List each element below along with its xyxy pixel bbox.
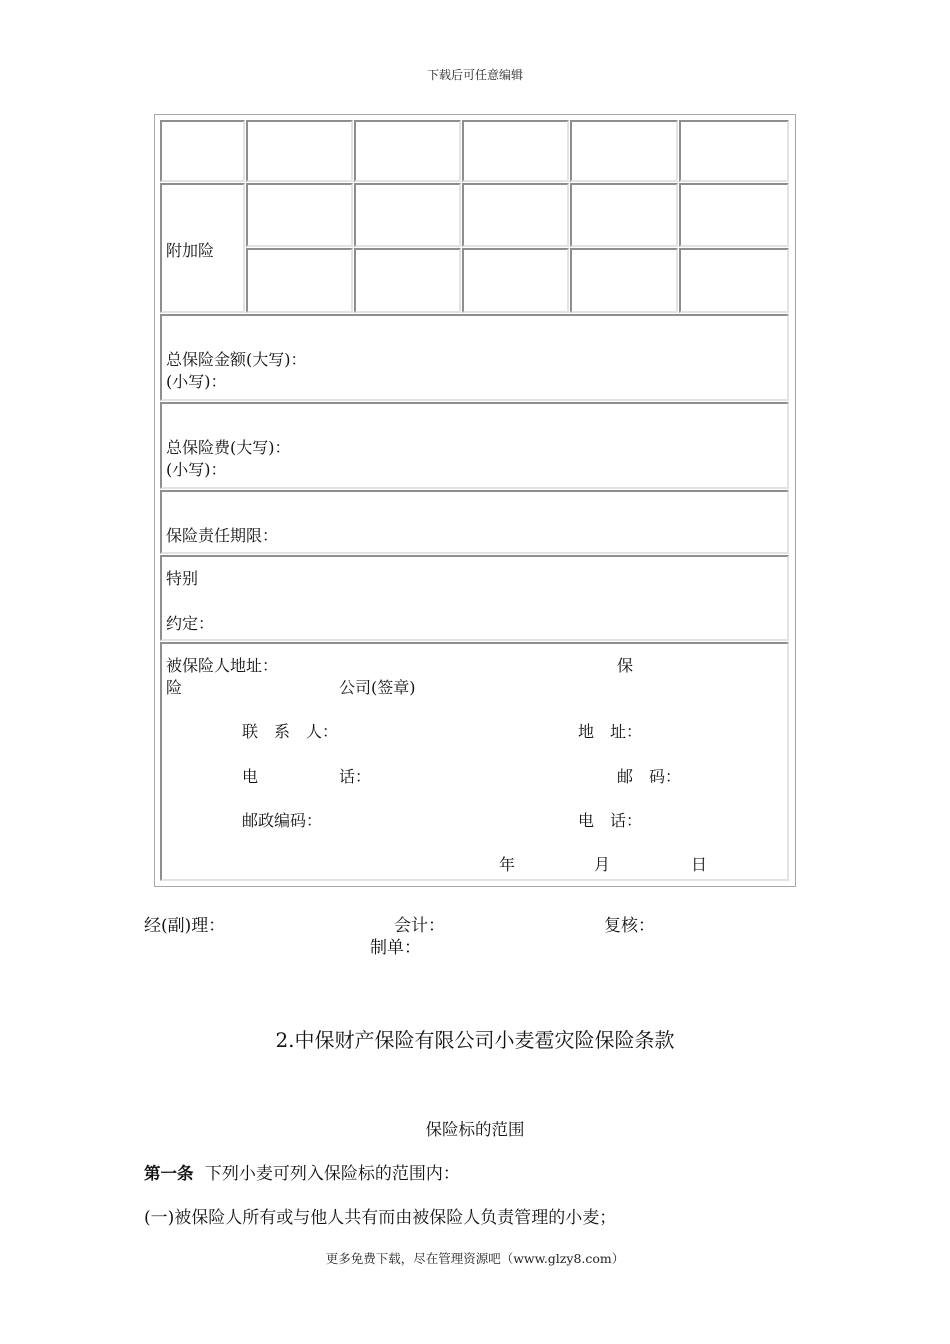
special-label-line1: 特别 — [166, 569, 199, 588]
address-label: 地 址： — [578, 722, 643, 741]
insurer-label-char1: 保 — [617, 656, 634, 675]
table-cell — [570, 120, 678, 182]
postcode-label: 邮 码： — [617, 767, 682, 786]
table-cell — [354, 183, 461, 247]
table-cell — [570, 248, 678, 313]
table-cell — [354, 248, 461, 313]
postal-code-label: 邮政编码： — [242, 811, 323, 830]
day-label: 日 — [691, 855, 708, 874]
table-cell — [679, 183, 789, 247]
total-amount-upper: 总保险金额(大写)： — [166, 350, 307, 369]
insurer-label-char2: 险 — [166, 678, 183, 697]
contact-person-label: 联 系 人： — [242, 722, 339, 741]
table-cell — [246, 120, 353, 182]
insured-address-label: 被保险人地址： — [166, 656, 279, 675]
accountant-label: 会计： — [394, 916, 445, 936]
total-premium-lower: (小写)： — [166, 460, 227, 479]
header-note: 下载后可任意编辑 — [426, 68, 523, 82]
phone-label-a: 电 — [242, 767, 259, 786]
reviewer-label: 复核： — [604, 916, 655, 936]
contact-info-cell — [160, 642, 789, 881]
table-cell — [354, 120, 461, 182]
preparer-label: 制单： — [370, 938, 421, 958]
document-title: 2.中保财产保险有限公司小麦雹灾险保险条款 — [275, 1028, 675, 1052]
table-cell — [462, 183, 569, 247]
company-seal-label: 公司(签章) — [339, 678, 416, 697]
section-title: 保险标的范围 — [425, 1120, 525, 1139]
table-cell — [679, 248, 789, 313]
article-1-label: 第一条 — [144, 1164, 194, 1183]
table-cell — [462, 248, 569, 313]
manager-label: 经(副)理： — [144, 916, 226, 936]
article-1 — [144, 1159, 460, 1184]
table-cell — [570, 183, 678, 247]
special-agreement-cell — [160, 555, 789, 641]
phone-right-label: 电 话： — [578, 811, 643, 830]
month-label: 月 — [594, 855, 611, 874]
period-label: 保险责任期限： — [166, 526, 279, 545]
year-label: 年 — [499, 855, 516, 874]
table-cell — [160, 120, 245, 182]
article-1-text: 下列小麦可列入保险标的范围内： — [204, 1164, 460, 1184]
phone-label-b: 话： — [339, 767, 372, 786]
clause-1: (一)被保险人所有或与他人共有而由被保险人负责管理的小麦； — [144, 1208, 617, 1228]
total-amount-lower: (小写)： — [166, 372, 227, 391]
table-cell — [462, 120, 569, 182]
table-cell — [246, 248, 353, 313]
total-premium-upper: 总保险费(大写)： — [166, 438, 291, 457]
footer-note: 更多免费下载，尽在管理资源吧（www.glzy8.com） — [325, 1251, 625, 1266]
table-cell — [679, 120, 789, 182]
special-label-line2: 约定： — [166, 614, 215, 633]
table-cell — [246, 183, 353, 247]
rider-label: 附加险 — [166, 241, 215, 260]
